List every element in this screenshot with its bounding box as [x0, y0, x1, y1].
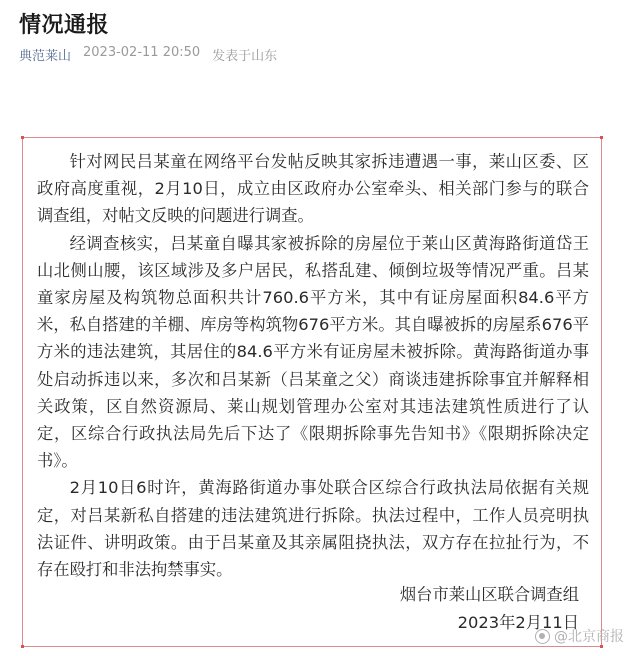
notice-body	[37, 148, 589, 583]
watermark	[535, 626, 624, 646]
notice-paragraph: 经调查核实，吕某童自曝其家被拆除的房屋位于莱山区黄海路街道岱王山北侧山腰，该区域涉及多户居民，私搭乱建、倾倒垃圾等情况严重。吕某童家房屋及构筑物总面积共计760.6平方米，其中有证房屋面积84.6平方米，私自搭建的羊棚、库房等构筑物676平方米。其自曝被拆的房屋系676平方米的违法建筑，其居住的84.6平方米有证房屋未被拆除。黄海路街道办事处启动拆违以来，多次和吕某新（吕某童之父）商谈违建拆除事宜并解释相关政策，区自然资源局、莱山规划管理办公室对其违法建筑性质进行了认定，区综合行政执法局先后下达了《限期拆除事先告知书》《限期拆除决定书》。	[37, 233, 589, 471]
notice-paragraph: 2月10日6时许，黄海路街道办事处联合区综合行政执法局依据有关规定，对吕某新私自搭建的违法建筑进行拆除。执法过程中，工作人员亮明执法证件、讲明政策。由于吕某童及其亲属阻挠执法，双方存在拉扯行为，不存在殴打和非法拘禁事实。	[37, 478, 589, 580]
page-title: 情况通报	[19, 13, 110, 38]
sign-date: 2023年2月11日	[457, 613, 579, 632]
article-meta	[19, 45, 277, 64]
notice-paragraph: 针对网民吕某童在网络平台发帖反映其家拆违遭遇一事，莱山区委、区政府高度重视，2月10日，成立由区政府办公室牵头、相关部门参与的联合调查组，对帖文反映的问题进行调查。	[37, 152, 589, 226]
watermark-text: @北京商报	[554, 629, 624, 645]
signer-name: 烟台市莱山区联合调查组	[399, 585, 579, 604]
publish-location: 发表于山东	[212, 49, 278, 64]
corner-marker	[600, 136, 603, 139]
corner-marker	[21, 645, 24, 648]
notice-image	[22, 137, 602, 647]
account-name-link[interactable]: 典范莱山	[19, 49, 72, 64]
publish-date: 2023-02-11 20:50	[83, 45, 201, 60]
beijing-business-logo-icon	[535, 629, 550, 644]
corner-marker	[21, 136, 24, 139]
